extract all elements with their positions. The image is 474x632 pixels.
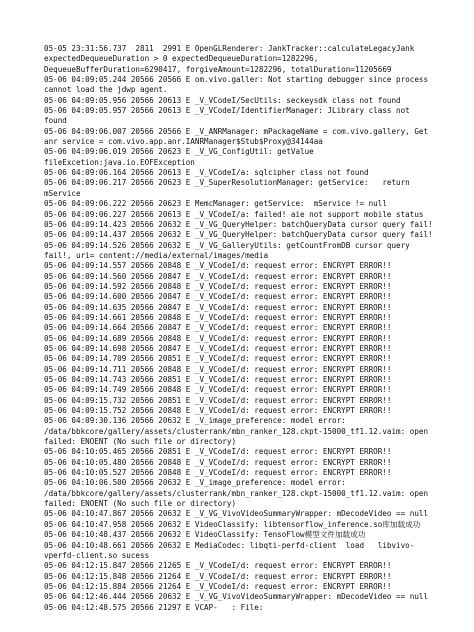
log-line: 05-06 04:09:15.752 20566 20848 E _V_VCodeI/d: request error: ENCRYPT ERROR!!	[44, 406, 392, 416]
log-line: 05-06 04:09:14.437 20566 20632 E _V_VG_QueryHelper: batchQueryData cursor query fail!	[44, 230, 433, 240]
log-line: 05-06 04:09:05.956 20566 20613 E _V_VCodeI/SecUtils: seckeysdk class not found	[44, 95, 401, 105]
log-line: 05-06 04:10:47.958 20566 20632 E VideoClassify: libtensorflow_inference.so库加载成功	[44, 519, 421, 529]
log-line: 05-06 04:10:48.437 20566 20632 E VideoClassify: TensoFlow模型文件加载成功	[44, 530, 366, 540]
log-line: 05-06 04:09:14.557 20566 20848 E _V_VCodeI/d: request error: ENCRYPT ERROR!!	[44, 261, 392, 271]
log-line: 05-06 04:10:05.527 20566 20848 E _V_VCodeI/d: request error: ENCRYPT ERROR!!	[44, 468, 392, 478]
log-line: 05-06 04:09:14.689 20566 20848 E _V_VCodeI/d: request error: ENCRYPT ERROR!!	[44, 333, 392, 343]
log-line: 05-06 04:09:14.749 20566 20848 E _V_VCodeI/d: request error: ENCRYPT ERROR!!	[44, 385, 392, 395]
log-line: 05-06 04:09:14.709 20566 20851 E _V_VCodeI/d: request error: ENCRYPT ERROR!!	[44, 354, 392, 364]
log-line: 05-06 04:10:06.500 20566 20632 E _V_image_preference: model error: /data/bbkcore/gallery/assets/clusterrank/mbn_ranker_128.ckpt-15000_tf1.12.vaim: open failed: ENOENT (No such file or directory)	[44, 478, 433, 509]
log-line: 05-06 04:12:48.575 20566 21297 E VCAP- : File:	[44, 602, 264, 612]
log-line: 05-06 04:09:14.664 20566 20847 E _V_VCodeI/d: request error: ENCRYPT ERROR!!	[44, 323, 392, 333]
log-line: 05-06 04:09:14.423 20566 20632 E _V_VG_QueryHelper: batchQueryData cursor query fail!	[44, 219, 433, 229]
log-line: 05-06 04:09:14.600 20566 20847 E _V_VCodeI/d: request error: ENCRYPT ERROR!!	[44, 292, 392, 302]
log-line: 05-06 04:10:48.661 20566 20632 E MediaCodec: libqti-perfd-client load libvivo-vperfd-client.so sucess	[44, 540, 415, 560]
log-line: 05-06 04:09:06.164 20566 20613 E _V_VCodeI/a: sqlcipher class not found	[44, 168, 369, 178]
log-line: 05-06 04:09:05.244 20566 20566 E om.vivo.galler: Not starting debugger since process cannot load the jdwp agent.	[44, 75, 433, 95]
log-line: 05-06 04:09:06.019 20566 20623 E _V_VG_ConfigUtil: getValue fileExcetion:java.io.EOFException	[44, 147, 319, 167]
log-line: 05-06 04:09:06.217 20566 20623 E _V_SuperResolutionManager: getService: return mService	[44, 178, 415, 198]
log-line: 05-06 04:09:14.560 20566 20847 E _V_VCodeI/d: request error: ENCRYPT ERROR!!	[44, 271, 392, 281]
log-line: 05-06 04:09:30.136 20566 20632 E _V_image_preference: model error: /data/bbkcore/gallery/assets/clusterrank/mbn_ranker_128.ckpt-15000_tf1.12.vaim: open failed: ENOENT (No such file or directory)	[44, 416, 433, 447]
log-line: 05-06 04:09:15.732 20566 20851 E _V_VCodeI/d: request error: ENCRYPT ERROR!!	[44, 395, 392, 405]
log-line: 05-06 04:09:14.635 20566 20847 E _V_VCodeI/d: request error: ENCRYPT ERROR!!	[44, 302, 392, 312]
log-line: 05-06 04:12:46.444 20566 20632 E _V_VG_VivoVideoSummaryWrapper: mDecodeVideo == null	[44, 592, 429, 602]
log-line: 05-06 04:09:14.526 20566 20632 E _V_VG_GalleryUtils: getCountFromDB cursor query fail!, uri= content://media/external/images/media	[44, 240, 415, 260]
log-line: 05-06 04:09:14.698 20566 20847 E _V_VCodeI/d: request error: ENCRYPT ERROR!!	[44, 343, 392, 353]
log-line: 05-06 04:09:14.743 20566 20851 E _V_VCodeI/d: request error: ENCRYPT ERROR!!	[44, 375, 392, 384]
log-line: 05-06 04:09:06.222 20566 20623 E MemcManager: getService: mService != null	[44, 199, 387, 209]
log-line: 05-06 04:10:47.867 20566 20632 E _V_VG_VivoVideoSummaryWrapper: mDecodeVideo == null	[44, 509, 429, 519]
log-text	[44, 44, 436, 613]
log-line: 05-06 04:09:14.711 20566 20848 E _V_VCodeI/d: request error: ENCRYPT ERROR!!	[44, 364, 392, 374]
log-line: 05-06 04:10:05.480 20566 20848 E _V_VCodeI/d: request error: ENCRYPT ERROR!!	[44, 457, 392, 467]
log-line: 05-06 04:12:15.848 20566 21264 E _V_VCodeI/d: request error: ENCRYPT ERROR!!	[44, 571, 392, 581]
log-line: 05-06 04:12:15.847 20566 21265 E _V_VCodeI/d: request error: ENCRYPT ERROR!!	[44, 561, 392, 571]
log-line: 05-06 04:12:15.884 20566 21264 E _V_VCodeI/d: request error: ENCRYPT ERROR!!	[44, 581, 392, 591]
log-line: 05-06 04:09:05.957 20566 20613 E _V_VCodeI/IdentifierManager: JLibrary class not found	[44, 106, 415, 126]
log-line: 05-06 04:09:06.227 20566 20613 E _V_VCodeI/a: failed! aie not support mobile status	[44, 209, 424, 219]
log-line: 05-06 04:10:05.465 20566 20851 E _V_VCodeI/d: request error: ENCRYPT ERROR!!	[44, 447, 392, 457]
log-line: 05-05 23:31:56.737 2811 2991 E OpenGLRenderer: JankTracker::calculateLegacyJank expectedDequeueDuration > 0 expectedDequeueDuration=1282296, DequeueBufferDuration=6290417, forgiveAmount=1282296, totalDuration=11205669	[44, 44, 419, 74]
log-line: 05-06 04:09:14.661 20566 20848 E _V_VCodeI/d: request error: ENCRYPT ERROR!!	[44, 312, 392, 322]
log-line: 05-06 04:09:06.007 20566 20566 E _V_ANRManager: mPackageName = com.vivo.gallery, Get anr service = com.vivo.app.anr.IANRManager$Stub$Proxy@34144aa	[44, 126, 433, 147]
log-line: 05-06 04:09:14.592 20566 20848 E _V_VCodeI/d: request error: ENCRYPT ERROR!!	[44, 281, 392, 291]
